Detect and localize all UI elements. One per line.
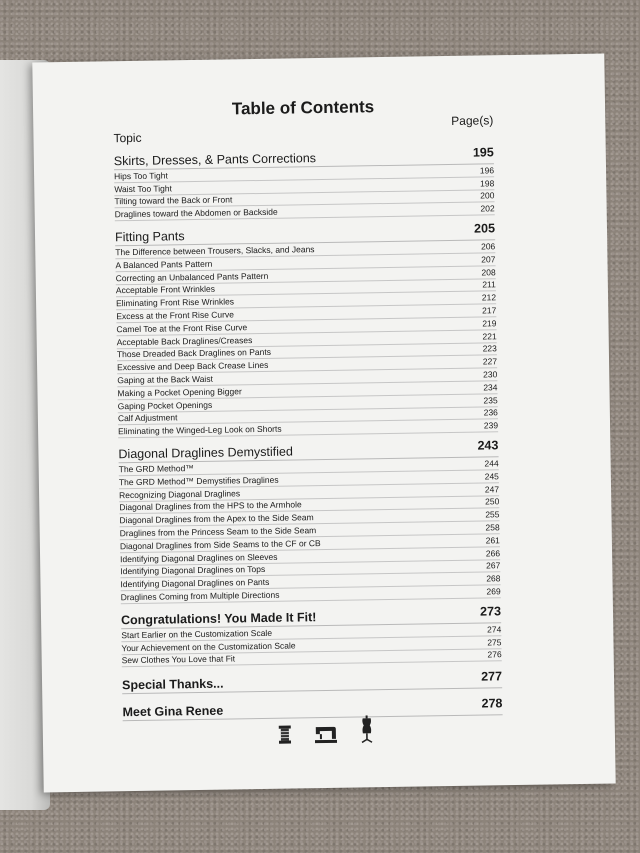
entry-title: Waist Too Tight (114, 182, 173, 194)
entry-title: Draglines Coming from Multiple Directions (120, 589, 280, 603)
topic-column-label: Topic (113, 130, 142, 146)
entry-title: Those Dreaded Back Draglines on Pants (116, 347, 271, 360)
pages-column-label: Page(s) (451, 113, 494, 128)
entry-title: The Difference between Trousers, Slacks, and Jeans (115, 244, 315, 258)
entry-title: Hips Too Tight (114, 170, 168, 182)
entry-title: Eliminating the Winged-Leg Look on Shorts (118, 423, 282, 437)
entry-page-number: 211 (482, 279, 496, 290)
entry-title: Excessive and Deep Back Crease Lines (117, 360, 269, 373)
entry-title: Calf Adjustment (117, 412, 178, 424)
entry-page-number: 255 (485, 509, 500, 520)
entry-title: Diagonal Draglines from the HPS to the Armhole (119, 499, 302, 513)
toc-section (121, 604, 502, 667)
table-of-contents (113, 95, 503, 721)
entry-page-number: 269 (486, 586, 501, 597)
entry-title: Your Achievement on the Customization Scale (121, 639, 296, 653)
toc-header (113, 113, 494, 147)
section-title: Congratulations! You Made It Fit! (120, 610, 317, 628)
entry-page-number: 212 (481, 292, 497, 303)
toc-section (122, 670, 502, 695)
section-page-number: 277 (481, 669, 503, 684)
entry-page-number: 258 (485, 522, 500, 533)
entry-title: Recognizing Diagonal Draglines (119, 487, 241, 500)
section-page-number: 195 (472, 145, 494, 160)
entry-page-number: 207 (481, 254, 496, 265)
section-page-number: 278 (481, 696, 503, 711)
entry-page-number: 268 (486, 573, 501, 584)
entry-title: Acceptable Back Draglines/Creases (116, 334, 253, 347)
section-page-number: 205 (473, 221, 496, 236)
entry-title: Sew Clothes You Love that Fit (121, 653, 236, 666)
entry-title: Draglines from the Princess Seam to the Side Seam (119, 525, 317, 539)
entry-page-number: 200 (480, 190, 495, 201)
toc-sections (114, 145, 503, 721)
entry-page-number: 274 (486, 623, 502, 635)
entry-title: The GRD Method™ Demystifies Draglines (118, 474, 279, 487)
entry-page-number: 261 (485, 534, 500, 546)
dress-form-icon (360, 715, 374, 743)
entry-page-number: 236 (483, 407, 498, 418)
section-heading-row (122, 670, 502, 695)
entry-page-number: 276 (487, 649, 502, 660)
entry-page-number: 250 (484, 496, 500, 507)
entry-title: Draglines toward the Abdomen or Backside (114, 206, 278, 220)
entry-page-number: 221 (482, 330, 497, 342)
entry-page-number: 208 (481, 266, 496, 278)
thread-spool-icon (278, 725, 292, 745)
entry-title: Gaping Pocket Openings (117, 399, 213, 411)
entry-page-number: 223 (482, 343, 497, 354)
entry-page-number: 198 (479, 177, 495, 189)
entry-page-number: 202 (480, 203, 495, 214)
entry-page-number: 235 (483, 394, 498, 406)
section-title: Fitting Pants (114, 229, 185, 245)
section-page-number: 273 (480, 604, 502, 619)
entry-title: The GRD Method™ (118, 462, 194, 475)
entry-title: Identifying Diagonal Draglines on Pants (120, 576, 270, 590)
entry-page-number: 196 (479, 165, 495, 176)
section-title: Meet Gina Renee (122, 703, 224, 720)
entry-page-number: 244 (484, 458, 499, 469)
entry-page-number: 247 (484, 483, 500, 495)
entry-page-number: 266 (485, 547, 501, 558)
toc-section (118, 438, 500, 604)
entry-title: Acceptable Front Wrinkles (115, 284, 216, 296)
entry-title: A Balanced Pants Pattern (115, 258, 213, 271)
entry-page-number: 219 (482, 318, 497, 329)
entry-title: Tilting toward the Back or Front (114, 194, 233, 207)
entry-title: Making a Pocket Opening Bigger (117, 386, 242, 398)
section-title: Special Thanks... (121, 676, 224, 693)
entry-page-number: 267 (485, 560, 501, 571)
entry-title: Eliminating Front Rise Wrinkles (116, 296, 235, 309)
entry-page-number: 239 (483, 420, 499, 431)
entry-page-number: 217 (481, 305, 497, 316)
entry-page-number: 234 (483, 382, 498, 393)
entry-page-number: 206 (480, 241, 496, 252)
sewing-machine-icon (314, 724, 338, 744)
entry-page-number: 245 (484, 470, 499, 482)
entry-page-number: 227 (482, 356, 498, 367)
toc-section (115, 221, 498, 438)
entry-title: Camel Toe at the Front Rise Curve (116, 321, 248, 335)
entry-title: Identifying Diagonal Draglines on Sleeves (120, 551, 278, 564)
entry-page-number: 230 (482, 369, 498, 380)
footer-icons (278, 715, 374, 745)
entry-title: Diagonal Draglines from the Apex to the Side Seam (119, 512, 314, 526)
entry-page-number: 275 (487, 636, 502, 647)
entry-title: Identifying Diagonal Draglines on Tops (120, 564, 266, 577)
section-title: Diagonal Draglines Demystified (118, 444, 293, 462)
entry-title: Start Earlier on the Customization Scale (121, 627, 273, 640)
book-page (32, 54, 615, 793)
entry-title: Excess at the Front Rise Curve (116, 309, 235, 322)
page-title: Table of Contents (231, 97, 375, 119)
entry-title: Correcting an Unbalanced Pants Pattern (115, 270, 269, 283)
section-title: Skirts, Dresses, & Pants Corrections (113, 151, 317, 169)
toc-section (114, 145, 495, 221)
section-page-number: 243 (477, 438, 499, 453)
entry-title: Diagonal Draglines from Side Seams to the CF or CB (119, 537, 321, 551)
entry-title: Gaping at the Back Waist (117, 373, 213, 386)
